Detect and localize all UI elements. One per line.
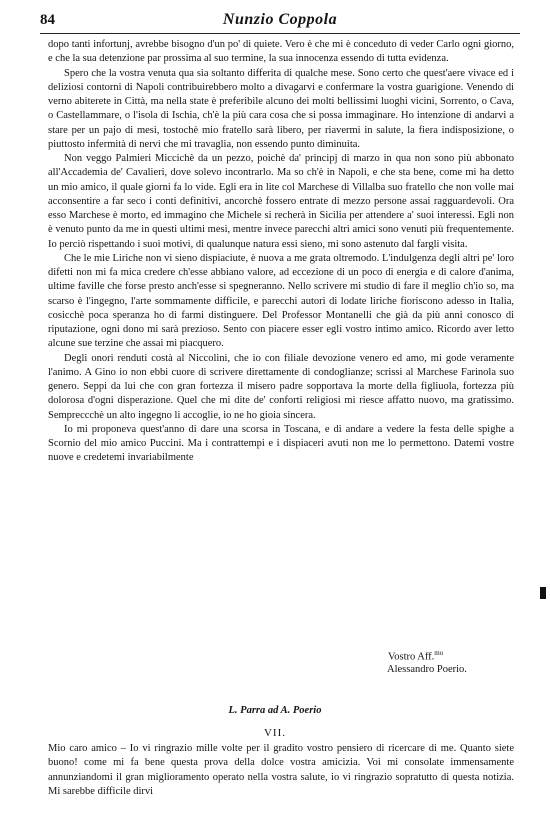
paragraph-text: dopo tanti infortunj, avrebbe bisogno d'un po' di quiete. Vero è che mi è conceduto di veder Carlo ogni giorno, e che la sua detenzione par prossima al suo termine, la sua innocenza essendo di tutta evidenza. bbox=[48, 39, 514, 65]
salutation: Mio caro amico bbox=[48, 743, 117, 754]
page-header bbox=[40, 10, 520, 30]
letter-heading: L. Parra ad A. Poerio bbox=[228, 705, 322, 716]
dash: – bbox=[116, 743, 130, 754]
margin-mark bbox=[540, 587, 546, 599]
paragraph-text: Io vi ringrazio mille volte per il gradito vostro pensiero di ricercare di me. Quanto siete buono! come mi fa bene questa prova della dolce vostra amicizia. Voi mi consolate immensamente annunziandomi il gran miglioramento operato nella vostra salute, io vi ringrazio sopratutto di questa notizia. Mi sarebbe difficile dirvi bbox=[48, 743, 515, 797]
paragraph: Che le mie Liriche non vi sieno dispiaciute, è nuova a me grata oltremodo. L'indulgenza degli altri pe' loro difetti non mi fa mica credere ch'esse abbiano valore, ad eccezione di un poco di energia e di calore d'anima, ultime faville che forse presto anch'esse si spegneranno. Nello scrivere mi studio di fare il meglio ch'io so, ma scarso è l'ingegno, l'arte sommamente difficile, e parecchi autori di lodate liriche fioriscono adesso in Italia, cosicchè poca speranza ho di farmi distinguere. Del Professor Montanelli che già da più anni conosco di riputazione, ogni dono mi sarà prezioso. Sento con piacere esser egli vostro intimo amico. Ricordo aver letto alcune sue terzine che assai mi piacquero. bbox=[48, 252, 514, 350]
paragraph: Io mi proponeva quest'anno di dare una scorsa in Toscana, e di andare a vedere la festa delle spighe a Scornio del mio amico Puccini. Ma i contrattempi e i dispiaceri avuti non me lo permettono. Datemi vostre nuove e credetemi invariabilmente bbox=[48, 423, 514, 464]
running-head: Nunzio Coppola bbox=[222, 11, 338, 28]
letter-number: VII. bbox=[263, 727, 287, 739]
letter-body bbox=[48, 38, 514, 466]
closing-text: Vostro Aff. bbox=[388, 651, 435, 663]
header-rule bbox=[40, 33, 520, 34]
paragraph: Spero che la vostra venuta qua sia soltanto differita di qualche mese. Sono certo che quest'aere vivace ed i deliziosi contorni di Napoli contribuirebbero molto a divagarvi e confermare la vostra guarigione. Venendo di verno abiterete in Città, ma nella state è preferibile alcuno dei molti bellissimi luoghi vicini, Sorrento, o Cava, o Castellammare, o l'isola di Ischia, ch'è la più cara cosa che si possa immaginare. Ho intenzione di andarvi a stare per un pajo di mesi, tostochè mio fratello sarà libero, per riavermi in salute, la fiera indisposizione, o piuttosto infermità di nervi che mi travaglia, non essendo punto diminuita. bbox=[48, 67, 514, 150]
page-number: 84 bbox=[40, 12, 55, 28]
paragraph bbox=[48, 38, 514, 67]
closing-superscript: mo bbox=[434, 649, 444, 657]
paragraph: Non veggo Palmieri Miccichè da un pezzo, poichè da' principj di marzo in qua non sono più abbonato all'Accademia de' Cavalieri, dove solevo incontrarlo. Ma so ch'è in Napoli, e che sta bene, come mi ha detto un mio amico, il quale giorni fa lo vide. Egli era in lite col Marchese di Villalba suo fratello che non volle mai acconsentire a far seco i conti definitivi, ancorchè fossero entrate di mezzo persone assai ragguardevoli. Ora esso Marchese è morto, ed immagino che Michele si recherà in Sicilia per attendere a' suoi interessi. Egli non è venuto punto da me in questi ultimi mesi, mentre invece parecchi altri amici sono venuti più frequentemente. Io perciò rispettando i suoi motivi, di qualunque natura essi sieno, mi sono astenuto dal fargli visita. bbox=[48, 153, 514, 250]
paragraph bbox=[48, 742, 514, 799]
second-letter-body bbox=[48, 742, 514, 799]
signature: Alessandro Poerio. bbox=[387, 664, 467, 675]
paragraph: Degli onori renduti costà al Niccolini, che io con filiale devozione venero ed amo, mi gode veramente l'animo. A Gino io non ebbi cuore di scrivere direttamente di condoglianze; scrissi al Marchese Farinola suo genero. Seppi da lui che con gran fortezza il misero padre sopportava la morte della figliuola, fortezza più dolorosa d'ogni disperazione. Quel che mi dite de' conforti religiosi mi riesce affatto nuovo, ma gratissimo. Sempreccchè un alto ingegno li accoglie, io ne ho gioia sincera. bbox=[48, 352, 514, 421]
